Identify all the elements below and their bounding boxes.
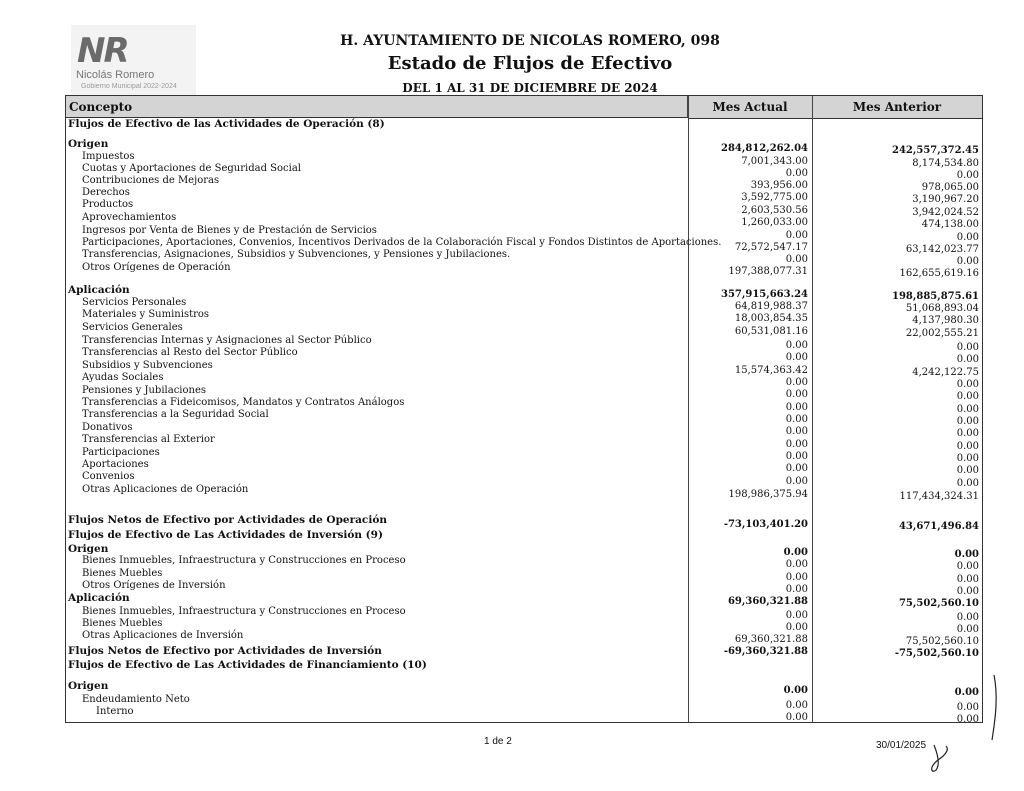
previous-month-value: 0.00 [956, 342, 979, 353]
footer-date: 30/01/2025 [876, 740, 927, 751]
previous-month-value: 0.00 [956, 561, 979, 572]
row-label: Origen [68, 543, 109, 555]
previous-month-value: 117,434,324.31 [899, 491, 979, 502]
row-label: Flujos de Efectivo de Las Actividades de Financiamiento (10) [68, 659, 427, 671]
row-label: Impuestos [82, 151, 135, 162]
row-label: Transferencias a Fideicomisos, Mandatos y Contratos Análogos [82, 397, 405, 408]
current-month-value: 0.00 [785, 476, 808, 487]
row-label: Otros Orígenes de Inversión [82, 580, 226, 591]
concept-column-header: Concepto [66, 96, 688, 118]
previous-month-value: 3,942,024.52 [912, 207, 979, 218]
current-month-value: 0.00 [785, 622, 808, 633]
previous-month-value: 75,502,560.10 [905, 636, 979, 647]
current-month-value: 0.00 [785, 451, 808, 462]
current-month-value: 0.00 [783, 685, 808, 696]
row-label: Aplicación [68, 592, 130, 604]
current-month-value: 0.00 [785, 414, 808, 425]
previous-month-value: 0.00 [956, 586, 979, 597]
row-label: Flujos de Efectivo de las Actividades de Operación (8) [68, 118, 385, 130]
row-label: Transferencias al Resto del Sector Público [82, 347, 298, 358]
current-month-column-header: Mes Actual [688, 96, 813, 119]
report-period: DEL 1 AL 31 DE DICIEMBRE DE 2024 [402, 81, 658, 95]
current-month-value: 69,360,321.88 [727, 596, 808, 607]
current-month-value: 393,956.00 [750, 180, 808, 191]
previous-month-value: 0.00 [956, 702, 979, 713]
logo-subtitle: Gobierno Municipal 2022-2024 [81, 83, 177, 90]
previous-month-value: 0.00 [956, 428, 979, 439]
current-month-value: 60,531,081.16 [734, 326, 808, 337]
row-label: Transferencias, Asignaciones, Subsidios y Subvenciones, y Pensiones y Jubilaciones. [82, 249, 511, 260]
current-month-value: 284,812,262.04 [721, 143, 808, 154]
current-month-value: 0.00 [785, 572, 808, 583]
previous-month-value: 198,885,875.61 [892, 291, 979, 302]
current-month-value: 0.00 [785, 439, 808, 450]
current-month-value: 0.00 [785, 559, 808, 570]
previous-month-value: -75,502,560.10 [894, 648, 979, 659]
row-label: Cuotas y Aportaciones de Seguridad Social [82, 163, 301, 174]
row-label: Aprovechamientos [82, 212, 177, 223]
row-label: Ingresos por Venta de Bienes y de Prestación de Servicios [82, 225, 377, 236]
previous-month-value: 474,138.00 [921, 219, 979, 230]
row-label: Transferencias a la Seguridad Social [82, 409, 269, 420]
previous-month-value: 0.00 [956, 170, 979, 181]
previous-month-value: 0.00 [956, 453, 979, 464]
previous-month-value: 22,002,555.21 [905, 328, 979, 339]
current-month-value: -73,103,401.20 [723, 519, 808, 530]
row-label: Bienes Inmuebles, Infraestructura y Construcciones en Proceso [82, 555, 406, 566]
logo-mark: NR [77, 31, 128, 71]
current-month-value: 0.00 [785, 402, 808, 413]
previous-month-column-header: Mes Anterior [812, 96, 982, 119]
current-month-value: 198,986,375.94 [728, 489, 808, 500]
row-label: Transferencias Internas y Asignaciones al Sector Público [82, 335, 372, 346]
row-label: Derechos [82, 187, 130, 198]
previous-month-value: 0.00 [956, 404, 979, 415]
row-label: Productos [82, 199, 134, 210]
row-label: Bienes Inmuebles, Infraestructura y Construcciones en Proceso [82, 606, 406, 617]
row-label: Bienes Muebles [82, 568, 163, 579]
previous-month-value: 0.00 [956, 379, 979, 390]
row-label: Flujos Netos de Efectivo por Actividades de Inversión [68, 645, 382, 657]
row-label: Materiales y Suministros [82, 309, 210, 320]
row-label: Aportaciones [82, 459, 149, 470]
previous-month-value: 75,502,560.10 [898, 598, 979, 609]
current-month-value: 0.00 [783, 547, 808, 558]
current-month-value: 0.00 [785, 254, 808, 265]
row-label: Ayudas Sociales [82, 372, 164, 383]
current-month-value: 72,572,547.17 [734, 242, 808, 253]
previous-month-value: 0.00 [956, 714, 979, 725]
previous-month-value: 4,242,122.75 [912, 367, 979, 378]
signature-mark [924, 670, 1004, 780]
current-month-value: 357,915,663.24 [721, 289, 808, 300]
row-label: Transferencias al Exterior [82, 434, 215, 445]
current-month-value: 0.00 [785, 700, 808, 711]
current-month-value: 15,574,363.42 [734, 365, 808, 376]
row-label: Servicios Generales [82, 322, 183, 333]
row-label: Contribuciones de Mejoras [82, 175, 220, 186]
current-month-value: 0.00 [785, 584, 808, 595]
previous-month-value: 978,065.00 [921, 182, 979, 193]
current-month-value: 3,592,775.00 [741, 192, 808, 203]
previous-month-value: 0.00 [956, 232, 979, 243]
previous-month-value: 0.00 [956, 624, 979, 635]
current-month-value: 69,360,321.88 [734, 634, 808, 645]
current-month-value: -69,360,321.88 [723, 646, 808, 657]
page-number: 1 de 2 [484, 736, 512, 747]
previous-month-value: 0.00 [954, 687, 979, 698]
cash-flow-table [65, 95, 983, 723]
previous-month-value: 4,137,980.30 [912, 315, 979, 326]
previous-month-value: 63,142,023.77 [905, 244, 979, 255]
row-label: Participaciones, Aportaciones, Convenios, Incentivos Derivados de la Colaboración Fiscal y Fondos Distintos de Aportaciones. [82, 237, 722, 248]
previous-month-value: 242,557,372.45 [892, 145, 979, 156]
row-label: Otros Orígenes de Operación [82, 262, 231, 273]
previous-month-value: 0.00 [954, 549, 979, 560]
row-label: Subsidios y Subvenciones [82, 360, 213, 371]
current-month-value: 0.00 [785, 377, 808, 388]
row-label: Otras Aplicaciones de Operación [82, 484, 249, 495]
previous-month-value: 0.00 [956, 478, 979, 489]
current-month-value: 197,388,077.31 [728, 266, 808, 277]
current-month-value: 0.00 [785, 463, 808, 474]
previous-month-value: 8,174,534.80 [912, 158, 979, 169]
row-label: Endeudamiento Neto [82, 694, 190, 705]
municipality-logo [71, 25, 196, 97]
current-month-value: 0.00 [785, 352, 808, 363]
previous-month-value: 43,671,496.84 [898, 521, 979, 532]
row-label: Origen [68, 138, 109, 150]
previous-month-value: 0.00 [956, 354, 979, 365]
current-month-value: 7,001,343.00 [741, 156, 808, 167]
previous-month-value: 0.00 [956, 612, 979, 623]
current-month-value: 0.00 [785, 340, 808, 351]
row-label: Interno [96, 706, 134, 717]
previous-month-value: 3,190,967.20 [912, 194, 979, 205]
row-label: Donativos [82, 422, 133, 433]
current-month-value: 2,603,530.56 [741, 205, 808, 216]
row-label: Flujos de Efectivo de Las Actividades de Inversión (9) [68, 529, 383, 541]
previous-month-value: 51,068,893.04 [905, 303, 979, 314]
row-label: Otras Aplicaciones de Inversión [82, 630, 244, 641]
current-month-value: 0.00 [785, 168, 808, 179]
previous-month-value: 0.00 [956, 256, 979, 267]
previous-month-value: 162,655,619.16 [899, 268, 979, 279]
current-month-value: 0.00 [785, 230, 808, 241]
current-month-value: 0.00 [785, 610, 808, 621]
previous-month-value: 0.00 [956, 465, 979, 476]
current-month-value: 0.00 [785, 426, 808, 437]
previous-month-value: 0.00 [956, 416, 979, 427]
current-month-value: 0.00 [785, 712, 808, 723]
current-month-value: 0.00 [785, 389, 808, 400]
logo-name: Nicolás Romero [76, 69, 155, 81]
row-label: Participaciones [82, 447, 160, 458]
row-label: Pensiones y Jubilaciones [82, 385, 207, 396]
row-label: Servicios Personales [82, 297, 187, 308]
document-title: Estado de Flujos de Efectivo [387, 53, 673, 74]
entity-name: H. AYUNTAMIENTO DE NICOLAS ROMERO, 098 [340, 33, 720, 49]
current-month-value: 64,819,988.37 [734, 301, 808, 312]
row-label: Convenios [82, 471, 135, 482]
previous-month-value: 0.00 [956, 574, 979, 585]
current-month-value: 18,003,854.35 [734, 313, 808, 324]
row-label: Origen [68, 680, 109, 692]
previous-month-value: 0.00 [956, 441, 979, 452]
previous-month-value: 0.00 [956, 391, 979, 402]
row-label: Aplicación [68, 284, 130, 296]
row-label: Bienes Muebles [82, 618, 163, 629]
current-month-value: 1,260,033.00 [741, 217, 808, 228]
row-label: Flujos Netos de Efectivo por Actividades de Operación [68, 514, 387, 526]
